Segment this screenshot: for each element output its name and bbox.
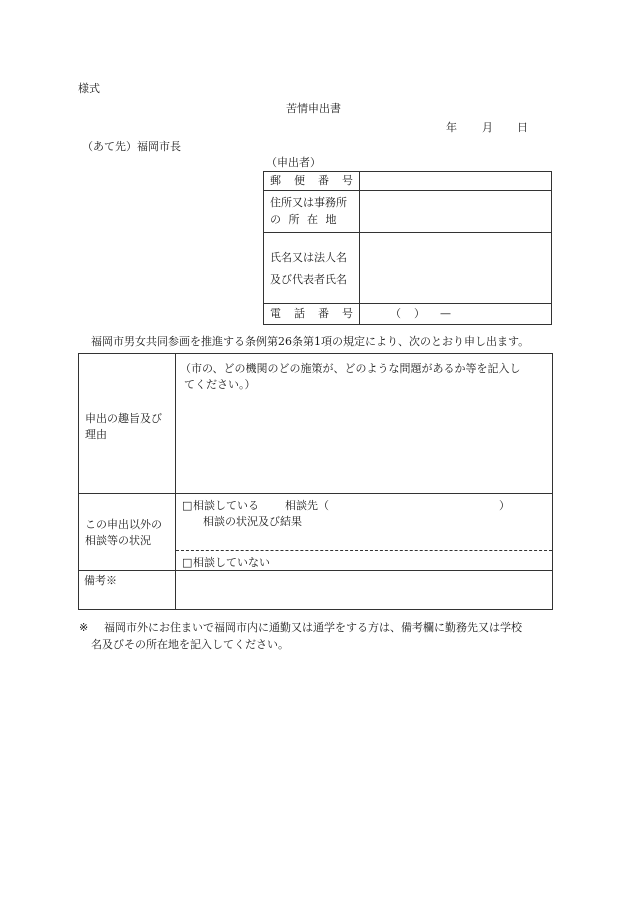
- reason-label-line-2: 理由: [85, 428, 107, 441]
- remarks-label-cell: [79, 571, 176, 609]
- consulting-checkbox[interactable]: □: [182, 499, 193, 512]
- footnote-line-2: 名及びその所在地を記入してください。: [91, 638, 289, 651]
- remarks-field[interactable]: [177, 571, 552, 609]
- postal-code-label-cell: [264, 172, 366, 190]
- not-consulting-checkbox[interactable]: □: [182, 556, 193, 569]
- postal-code-label: 郵便番号: [270, 174, 366, 187]
- name-row: [264, 233, 551, 304]
- phone-dash: —: [440, 307, 451, 320]
- consult-status-label: 相談の状況及び結果: [203, 515, 302, 528]
- addressee: （あて先）福岡市長: [82, 140, 181, 153]
- postal-code-field[interactable]: [361, 172, 551, 190]
- applicant-heading: （申出者）: [266, 156, 321, 169]
- name-field[interactable]: [361, 233, 551, 303]
- name-label-line-1: 氏名又は法人名: [270, 251, 347, 264]
- name-label-line-2: 及び代表者氏名: [270, 273, 347, 286]
- reason-label-line-1: 申出の趣旨及び: [85, 412, 162, 425]
- intro-text: 福岡市男女共同参画を推進する条例第26条第1項の規定により、次のとおり申し出ます。: [91, 335, 530, 348]
- phone-row: [264, 304, 551, 324]
- main-table: [78, 353, 553, 610]
- not-consulting-label: 相談していない: [193, 556, 270, 569]
- phone-field[interactable]: [361, 304, 551, 323]
- reason-note-line-1: （市の、どの機関のどの施策が、どのような問題があるか等を記入し: [180, 362, 521, 375]
- reason-field[interactable]: [177, 394, 552, 492]
- reason-row: [79, 354, 552, 494]
- consult-label-line-1: この申出以外の: [85, 518, 162, 531]
- consult-destination-label: 相談先（: [285, 499, 329, 512]
- dashed-divider: [176, 550, 552, 551]
- footnote-mark: ※: [79, 621, 89, 634]
- date-month-label: 月: [482, 121, 493, 134]
- phone-label-cell: [264, 304, 366, 324]
- remarks-label: 備考※: [84, 574, 117, 587]
- phone-open-paren: （: [390, 307, 401, 320]
- address-label-line-2: の 所 在 地: [270, 213, 339, 226]
- applicant-table: [263, 171, 552, 325]
- consulting-label: 相談している: [193, 499, 259, 512]
- date-year-label: 年: [446, 121, 457, 134]
- phone-label: 電話番号: [270, 307, 366, 320]
- address-field[interactable]: [361, 191, 551, 232]
- address-row: [264, 191, 551, 233]
- consult-label-line-2: 相談等の状況: [85, 534, 151, 547]
- page-title: 苦情申出書: [286, 102, 341, 115]
- consult-label-cell: [79, 494, 176, 570]
- phone-close-paren: ）: [414, 307, 425, 320]
- date-day-label: 日: [517, 121, 528, 134]
- reason-note-line-2: てください。）: [184, 378, 256, 391]
- name-label-cell: [264, 233, 360, 303]
- remarks-row: [79, 571, 552, 609]
- consult-destination-close: ）: [499, 499, 510, 512]
- address-label-cell: [264, 191, 360, 232]
- form-id: 様式: [78, 82, 100, 95]
- footnote-line-1: 福岡市外にお住まいで福岡市内に通勤又は通学をする方は、備考欄に勤務先又は学校: [104, 621, 522, 634]
- address-label-line-1: 住所又は事務所: [270, 196, 347, 209]
- reason-label-cell: [79, 354, 176, 493]
- consult-row: [79, 494, 552, 571]
- postal-code-row: [264, 172, 551, 191]
